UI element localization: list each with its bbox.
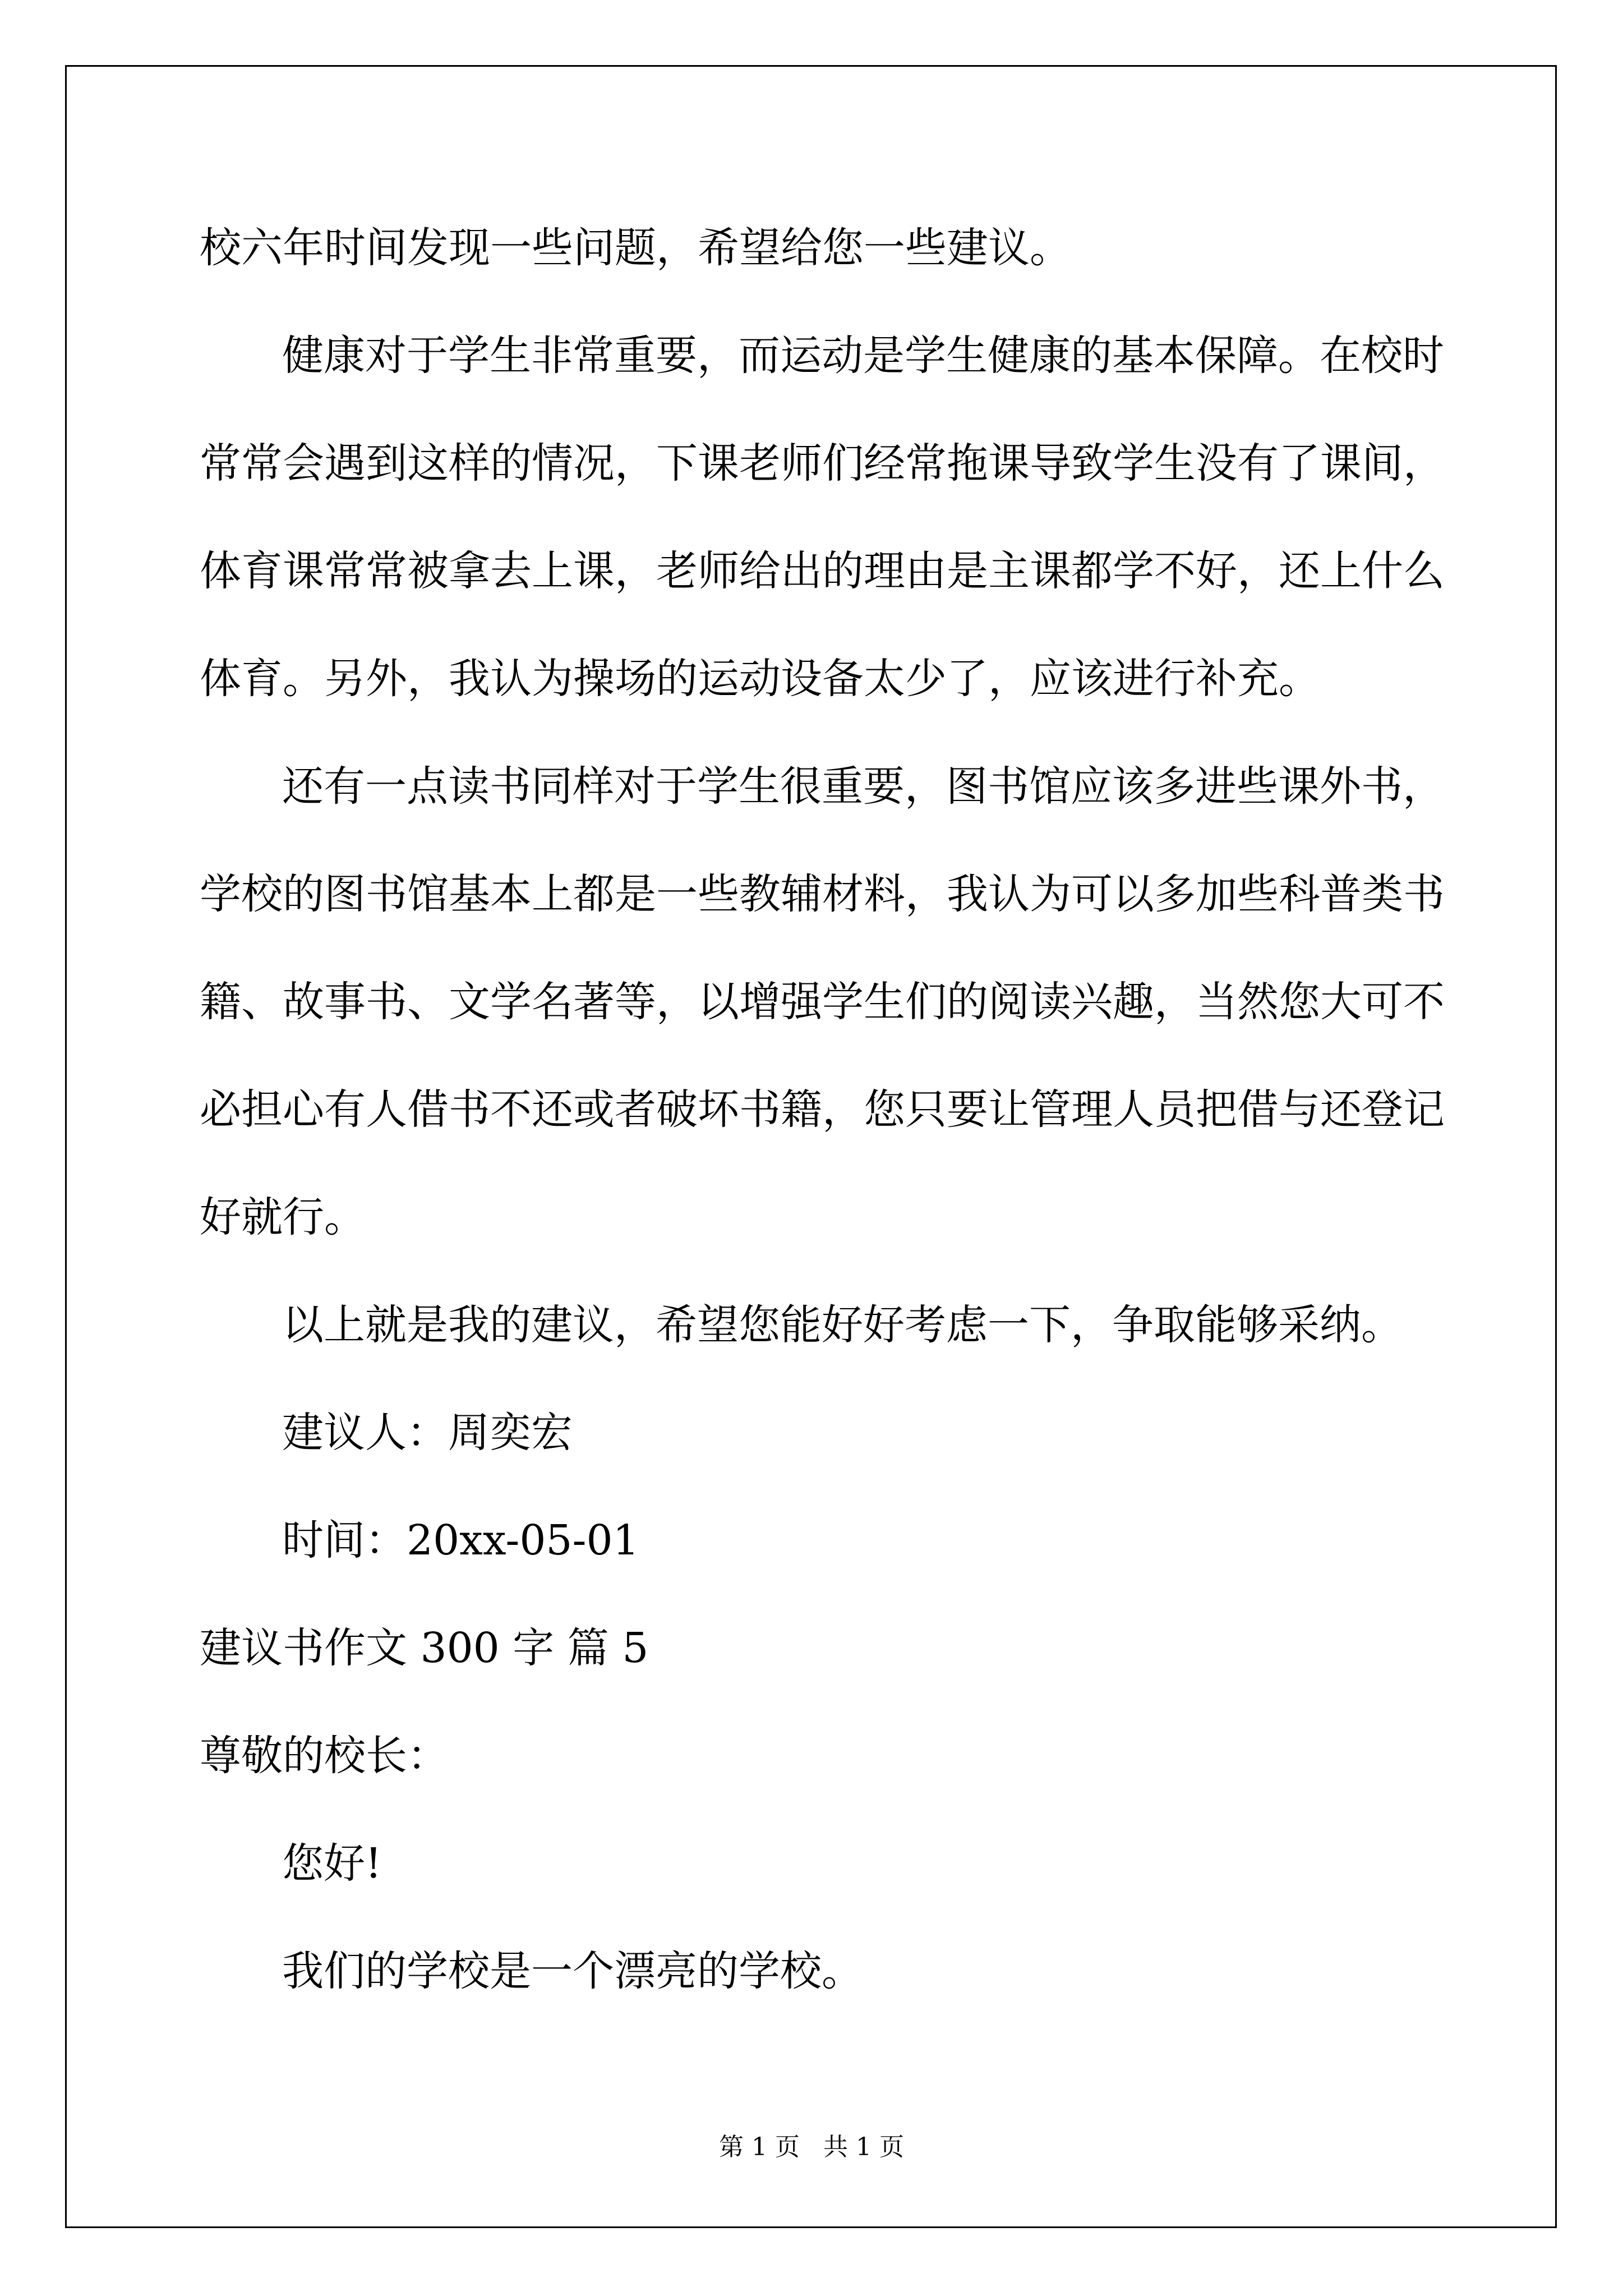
salutation-line: 尊敬的校长： bbox=[200, 1732, 449, 1780]
paragraph-line: 以上就是我的建议，希望您能好好考虑一下，争取能够采纳。 bbox=[282, 1301, 1403, 1349]
signature-line: 建议人：周奕宏 bbox=[282, 1409, 573, 1457]
greeting-line: 您好! bbox=[282, 1839, 382, 1888]
paragraph-line: 学校的图书馆基本上都是一些教辅材料，我认为可以多加些科普类书 bbox=[200, 870, 1445, 918]
paragraph-line: 校六年时间发现一些问题，希望给您一些建议。 bbox=[200, 224, 1071, 272]
paragraph-line: 体育。另外，我认为操场的运动设备太少了，应该进行补充。 bbox=[200, 655, 1320, 703]
page-border bbox=[65, 65, 1557, 2228]
paragraph-line: 我们的学校是一个漂亮的学校。 bbox=[282, 1947, 863, 1995]
paragraph-line: 籍、故事书、文学名著等，以增强学生们的阅读兴趣，当然您大可不 bbox=[200, 978, 1445, 1026]
date-line: 时间：20xx-05-01 bbox=[282, 1516, 639, 1565]
paragraph-line: 好就行。 bbox=[200, 1193, 366, 1241]
paragraph-line: 必担心有人借书不还或者破坏书籍，您只要让管理人员把借与还登记 bbox=[200, 1085, 1445, 1134]
paragraph-line: 体育课常常被拿去上课，老师给出的理由是主课都学不好，还上什么 bbox=[200, 547, 1445, 595]
page-number-footer: 第 1 页 共 1 页 bbox=[719, 2133, 904, 2161]
paragraph-line: 还有一点读书同样对于学生很重要，图书馆应该多进些课外书， bbox=[282, 762, 1444, 811]
section-heading: 建议书作文 300 字 篇 5 bbox=[200, 1624, 649, 1672]
paragraph-line: 常常会遇到这样的情况，下课老师们经常拖课导致学生没有了课间， bbox=[200, 439, 1445, 487]
paragraph-line: 健康对于学生非常重要，而运动是学生健康的基本保障。在校时 bbox=[282, 332, 1444, 380]
